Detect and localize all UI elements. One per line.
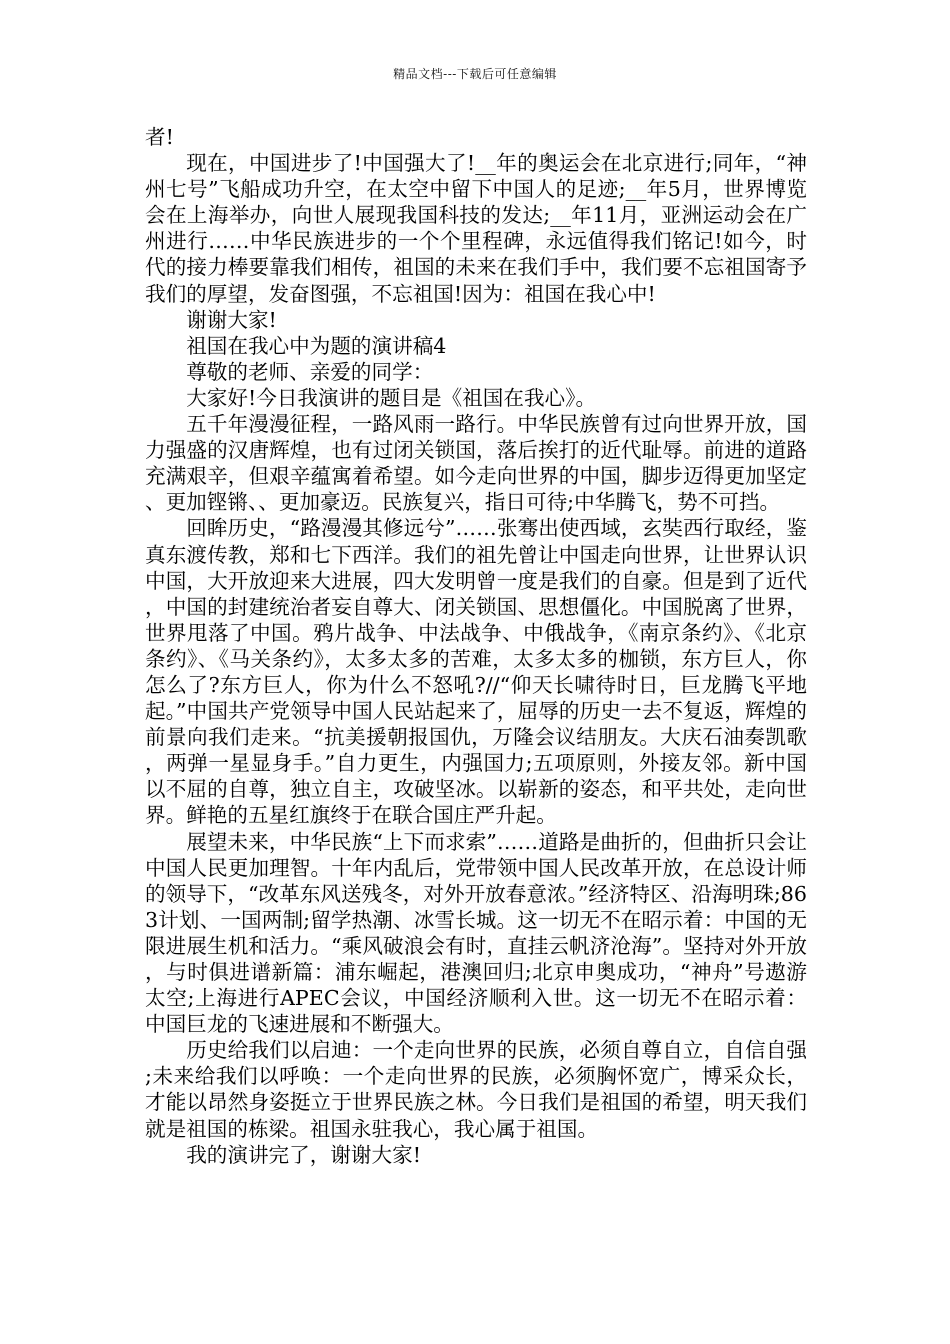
paragraph-greeting: 大家好!今日我演讲的题目是《祖国在我心》。 xyxy=(186,385,597,410)
page-header: 精品文档---下载后可任意编辑 xyxy=(393,67,557,81)
paragraph-history-review: 回眸历史，“路漫漫其修远兮”……张骞出使西域，玄奘西行取经，鉴真东渡传教，郑和七下西洋。我们的祖先曾让中国走向世界，让世界认识中国，大开放迎来大进展，四大发明曾一度是我们的自豪。但是到了近代，中国的封建统治者妄自尊大、闭关锁国、思想僵化。中国脱离了世界，世界甩落了中国。鸦片战争、中法战争、中俄战争，《南京条约》、《北京条约》、《马关条约》，太多太多的苦难，太多太多的枷锁，东方巨人，你怎么了?东方巨人，你为什么不怒吼?//“仰天长啸待时日，巨龙腾飞平地起。”中国共产党领导中国人民站起来了，屈辱的历史一去不复返，辉煌的前景向我们走来。“抗美援朝报国仇，万隆会议结朋友。大庆石油奏凯歌，两弹一星显身手。”自力更生，内强国力;五项原则，外接友邻。新中国以不屈的自尊，独立自主，攻破坚冰。以崭新的姿态，和平共处，走向世界。鲜艳的五星红旗终于在联合国庄严升起。 xyxy=(145,516,807,828)
paragraph-future-outlook: 展望未来，中华民族“上下而求索”……道路是曲折的，但曲折只会让中国人民更加理智。十年内乱后，党带领中国人民改革开放，在总设计师的领导下，“改革东风送残冬，对外开放春意浓。”经济特区、沿海明珠;863计划、一国两制;留学热潮、冰雪长城。这一切无不在昭示着：中国的无限进展生机和活力。“乘风破浪会有时，直挂云帆济沧海”。坚持对外开放，与时俱进谱新篇：浦东崛起，港澳回归;北京申奥成功，“神舟”号遨游太空;上海进行APEC会议，中国经济顺利入世。这一切无不在昭示着：中国巨龙的飞速进展和不断强大。 xyxy=(145,829,807,1037)
paragraph-thanks: 谢谢大家! xyxy=(186,307,277,332)
paragraph-closing: 我的演讲完了，谢谢大家! xyxy=(186,1142,421,1167)
paragraph-history-intro: 五千年漫漫征程，一路风雨一路行。中华民族曾有过向世界开放，国力强盛的汉唐辉煌，也有过闭关锁国，落后挨打的近代耻辱。前进的道路充满艰辛，但艰辛蕴寓着希望。如今走向世界的中国，脚步迈得更加坚定、更加铿锵、、更加豪迈。民族复兴，指日可待;中华腾飞，势不可挡。 xyxy=(145,412,807,515)
paragraph-continuation: 者! xyxy=(145,125,174,149)
document-body xyxy=(145,124,807,1168)
paragraph-salutation: 尊敬的老师、亲爱的同学： xyxy=(186,359,434,384)
speech-title: 祖国在我心中为题的演讲稿4 xyxy=(186,333,447,358)
paragraph-inspiration: 历史给我们以启迪：一个走向世界的民族，必须自尊自立，自信自强;未来给我们以呼唤：一个走向世界的民族，必须胸怀宽广，博采众长，才能以昂然身姿挺立于世界民族之林。今日我们是祖国的希望，明天我们就是祖国的栋梁。祖国永驻我心，我心属于祖国。 xyxy=(145,1038,807,1141)
paragraph-progress: 现在，中国进步了!中国强大了!__年的奥运会在北京进行;同年，“神州七号”飞船成功升空，在太空中留下中国人的足迹;__年5月，世界博览会在上海举办，向世人展现我国科技的发达;__年11月，亚洲运动会在广州进行……中华民族进步的一个个里程碑，永远值得我们铭记!如今，时代的接力棒要靠我们相传，祖国的未来在我们手中，我们要不忘祖国寄予我们的厚望，发奋图强，不忘祖国!因为：祖国在我心中! xyxy=(145,151,807,306)
